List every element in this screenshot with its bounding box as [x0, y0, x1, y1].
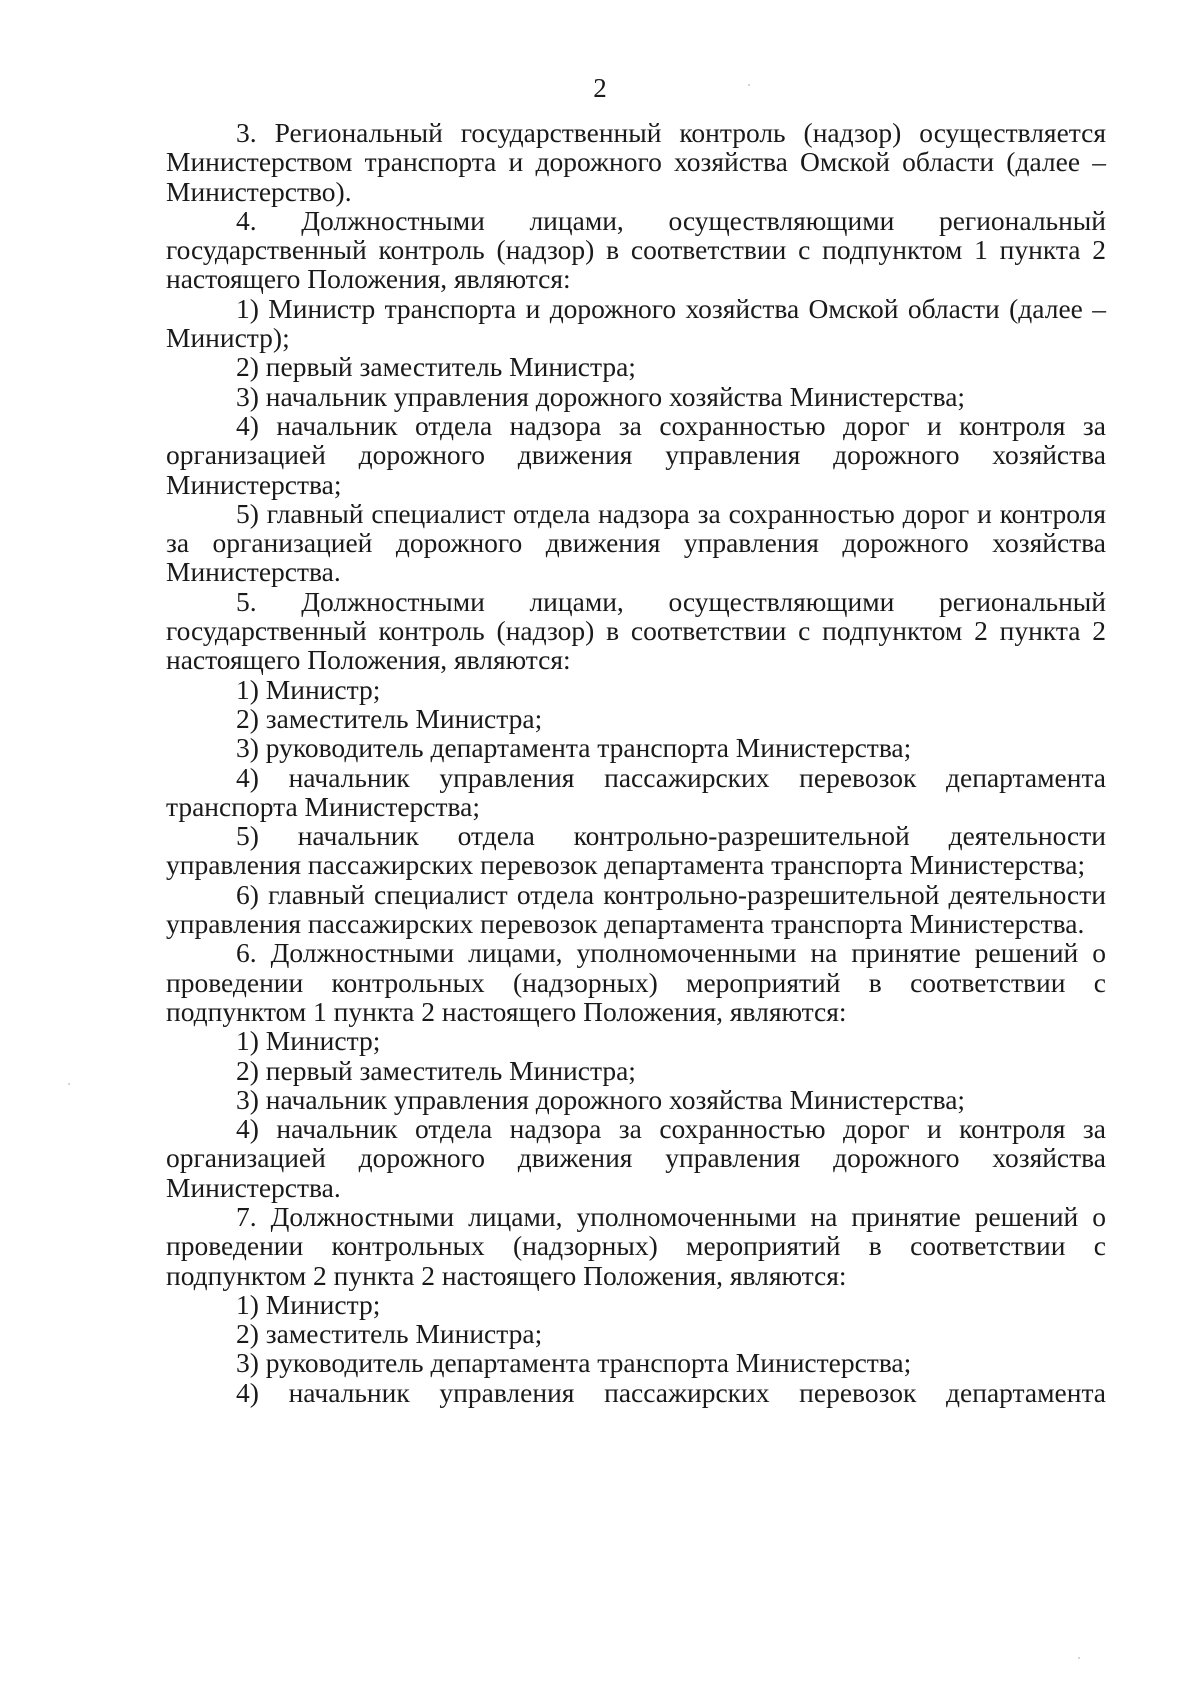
paragraph: 3) руководитель департамента транспорта Министерства;: [236, 1347, 912, 1379]
paragraph: 2) первый заместитель Министра;: [236, 1054, 636, 1086]
paragraph: 6. Должностными лицами, уполномоченными на принятие решений о проведении контрольных (надзорных) мероприятий в соответствии с подпунктом 1 пункта 2 настоящего Положения, являются:: [166, 937, 1106, 1027]
paragraph: 4. Должностными лицами, осуществляющими региональный государственный контроль (надзор) в соответствии с подпунктом 1 пункта 2 настоящего Положения, являются:: [166, 204, 1106, 295]
paragraph: 4) начальник отдела надзора за сохранностью дорог и контроля за организацией дорожного движения управления дорожного хозяйства Министерства;: [166, 409, 1106, 500]
paragraph: 3) руководитель департамента транспорта Министерства;: [236, 732, 912, 764]
paragraph: 7. Должностными лицами, уполномоченными на принятие решений о проведении контрольных (надзорных) мероприятий в соответствии с подпунктом 2 пункта 2 настоящего Положения, являются:: [166, 1200, 1106, 1291]
paragraph: 5) главный специалист отдела надзора за сохранностью дорог и контроля за организацией дорожного движения управления дорожного хозяйства Министерства.: [166, 497, 1106, 588]
scan-speck: [68, 1083, 70, 1085]
paragraph: 2) первый заместитель Министра;: [236, 351, 636, 383]
scan-speck: [1078, 1657, 1080, 1659]
page-number: 2: [593, 73, 607, 103]
paragraph: 4) начальник управления пассажирских перевозок департамента транспорта Министерства;: [166, 761, 1106, 822]
paragraph: 2) заместитель Министра;: [236, 702, 543, 734]
paragraph: 3. Региональный государственный контроль (надзор) осуществляется Министерством транспорта и дорожного хозяйства Омской области (далее – Министерство).: [166, 117, 1106, 207]
paragraph: 1) Министр;: [236, 1288, 381, 1320]
paragraph: 1) Министр;: [236, 673, 381, 705]
paragraph: 1) Министр транспорта и дорожного хозяйства Омской области (далее – Министр);: [166, 292, 1106, 354]
paragraph: 5. Должностными лицами, осуществляющими региональный государственный контроль (надзор) в соответствии с подпунктом 2 пункта 2 настоящего Положения, являются:: [166, 585, 1106, 676]
paragraph: 2) заместитель Министра;: [236, 1318, 543, 1350]
document-body: [166, 118, 1106, 1407]
paragraph: 4) начальник управления пассажирских перевозок департамента: [236, 1376, 1106, 1408]
scan-speck: [748, 84, 750, 86]
paragraph: 4) начальник отдела надзора за сохранностью дорог и контроля за организацией дорожного движения управления дорожного хозяйства Министерства.: [166, 1113, 1106, 1203]
paragraph: 6) главный специалист отдела контрольно-разрешительной деятельности управления пассажирских перевозок департамента транспорта Министерства.: [166, 878, 1106, 940]
paragraph: 1) Министр;: [236, 1025, 381, 1057]
paragraph: 3) начальник управления дорожного хозяйства Министерства;: [236, 380, 966, 412]
paragraph: 3) начальник управления дорожного хозяйства Министерства;: [236, 1083, 966, 1115]
paragraph: 5) начальник отдела контрольно-разрешительной деятельности управления пассажирских перевозок департамента транспорта Министерства;: [166, 820, 1106, 881]
